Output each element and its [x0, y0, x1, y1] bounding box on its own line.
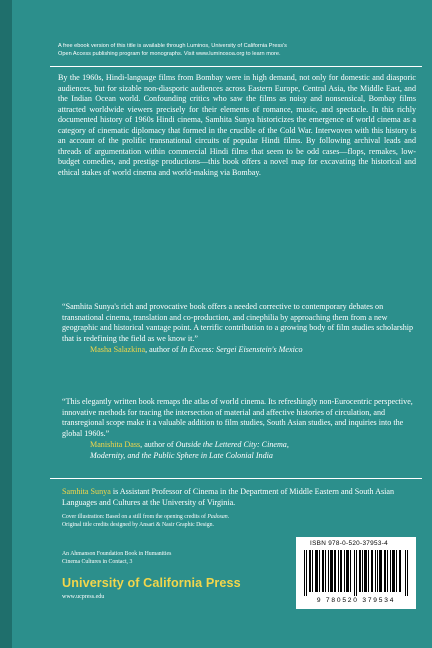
cover-credit-line1 — [62, 513, 322, 521]
endorsement-text: “Samhita Sunya's rich and provocative book offers a needed corrective to contemporary debates on transnational cinema, translation and co-production, and cinephilia by approaching them from a new geographic and historical vantage point. A terrific contribution to a growing body of film studies scholarship that is redefining the field as we know it.” — [62, 302, 414, 343]
endorser-affiliation-prefix: , author of — [140, 440, 176, 449]
endorser-book-title: In Excess: Sergei Eisenstein's Mexico — [180, 345, 303, 354]
endorser-book-title: Outside the Lettered City: Cinema, — [175, 440, 289, 449]
endorsement-2 — [62, 397, 416, 461]
top-divider — [50, 66, 422, 67]
open-access-note-line1: A free ebook version of this title is available through Luminos, University of California Press's — [58, 43, 287, 49]
barcode-icon — [304, 550, 408, 596]
barcode-box — [296, 537, 416, 609]
back-cover — [50, 0, 422, 648]
book-description: By the 1960s, Hindi-language films from Bombay were in high demand, not only for domestic and diasporic audiences, but for sizable non-diasporic audiences across Eastern Europe, Central Asia, the Middle East, and the Indian Ocean world. Confounding critics who saw the films as noisy and nonsensical, Bombay films attracted worldwide viewers precisely for their elements of romance, music, and spectacle. In this richly documented history of 1960s Hindi cinema, Samhita Sunya historicizes the emergence of world cinema as a category of cinematic diplomacy that formed in the crucible of the Cold War. Interwoven with this history is an account of the prolific transnational circuits of popular Hindi films. By following archival leads and threads of argumentation within commercial Hindi films that seem to be odd cases—flops, remakes, low-budget comedies, and prestige productions—this book offers a novel map for excavating the historical and ethical stakes of world cinema and world-making via Bombay. — [58, 73, 416, 177]
publisher-url[interactable]: www.ucpress.edu — [62, 594, 105, 600]
cover-credit — [62, 513, 322, 529]
bottom-divider — [50, 478, 422, 479]
author-bio-text: is Assistant Professor of Cinema in the Department of Middle Eastern and South Asian Languages and Cultures at the University of Virginia. — [62, 487, 395, 507]
open-access-note — [58, 42, 418, 58]
endorser-affiliation-prefix: , author of — [145, 345, 181, 354]
isbn-label: ISBN 978-0-520-37953-4 — [310, 540, 389, 547]
author-name: Samhita Sunya — [62, 487, 111, 496]
open-access-note-line2: Open Access publishing program for monographs. Visit www.luminosoa.org to learn more. — [58, 51, 281, 58]
barcode-number: 9 780520 379534 — [316, 597, 396, 604]
cover-credit-line2: Original title credits designed by Ansari & Nasir Graphic Design. — [62, 522, 214, 528]
series-line2: Cinema Cultures in Contact, 3 — [62, 559, 133, 565]
cover-credit-film-title: Padosan — [207, 514, 228, 520]
endorser-name: Manishita Dass — [90, 440, 141, 449]
cover-credit-suffix: . — [227, 514, 230, 520]
endorser-book-title-line2: Modernity, and the Public Sphere in Late Colonial India — [90, 450, 273, 460]
cover-credit-prefix: Cover illustration: Based on a still from the opening credits of — [62, 514, 208, 520]
series-info — [62, 550, 282, 566]
series-line1: An Ahmanson Foundation Book in Humanities — [62, 551, 172, 557]
endorsement-attribution — [90, 440, 416, 461]
endorser-name: Masha Salazkina — [90, 345, 146, 354]
endorsement-1 — [62, 302, 416, 356]
endorsement-text: “This elegantly written book remaps the atlas of world cinema. Its refreshingly non-Eurocentric perspective, innovative methods for tracing the intersection of material and affective histories of circulation, and transregional scope make it a valuable addition to film studies, South Asian studies, and inquiries into the global 1960s.” — [62, 397, 413, 438]
endorsement-attribution — [90, 345, 416, 356]
spine-band — [0, 0, 12, 648]
publisher-name: University of California Press — [62, 576, 241, 590]
author-bio — [62, 487, 416, 508]
